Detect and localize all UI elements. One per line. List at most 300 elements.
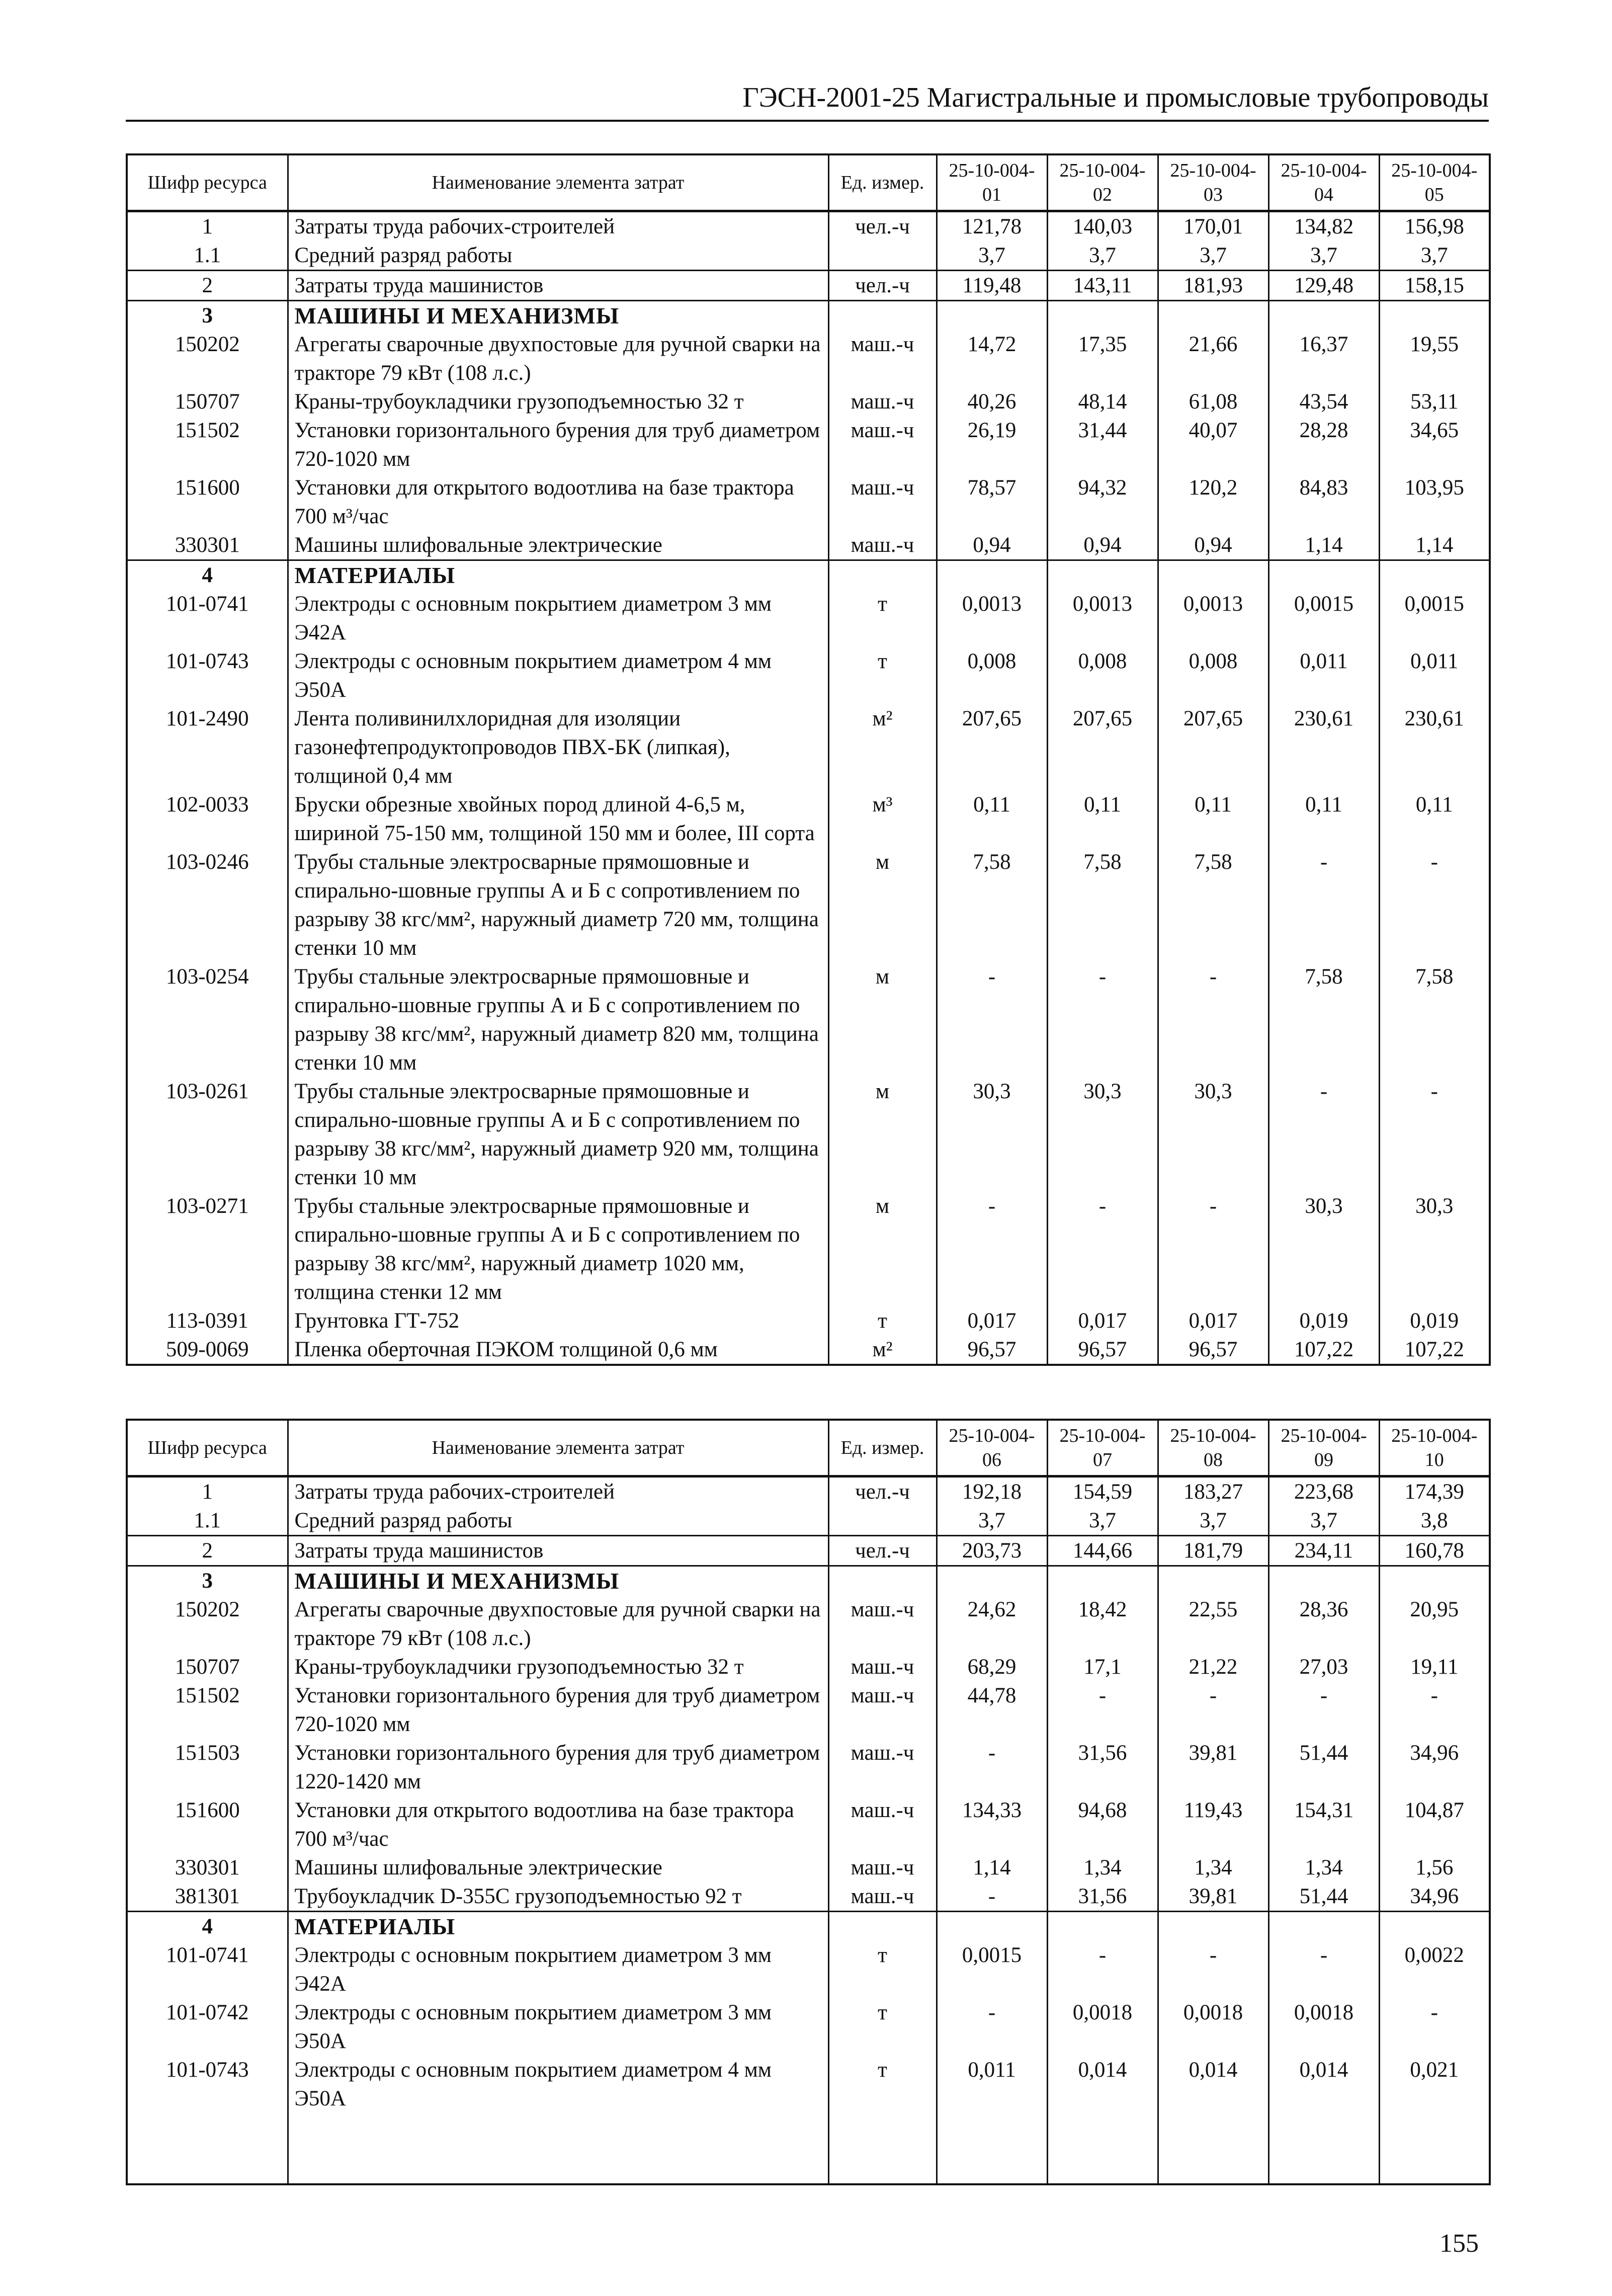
norm-value: - xyxy=(1268,848,1379,962)
norm-value: - xyxy=(1379,1077,1490,1192)
resource-name: Установки горизонтального бурения для труб диаметром 1220-1420 мм xyxy=(288,1739,828,1796)
resource-unit: м² xyxy=(828,1335,937,1365)
norm-value: 0,0015 xyxy=(937,1941,1047,1998)
empty-cell xyxy=(937,2113,1047,2184)
norm-value: 28,36 xyxy=(1268,1595,1379,1653)
resource-name: МАТЕРИАЛЫ xyxy=(288,1912,828,1941)
empty-cell xyxy=(1047,2113,1158,2184)
resource-row xyxy=(127,531,1490,560)
resource-name: Затраты труда рабочих-строителей xyxy=(288,211,828,241)
norm-value: 14,72 xyxy=(937,330,1047,387)
norm-value: 0,014 xyxy=(1047,2056,1158,2113)
norm-value: 3,7 xyxy=(1268,1506,1379,1536)
norm-value: 0,0013 xyxy=(937,590,1047,647)
resource-code: 103-0261 xyxy=(127,1077,288,1192)
header-code: Шифр ресурса xyxy=(127,154,288,211)
resource-unit: чел.-ч xyxy=(828,271,937,301)
resource-unit: маш.-ч xyxy=(828,1796,937,1853)
resource-row xyxy=(127,241,1490,271)
resource-row xyxy=(127,790,1490,848)
resource-row xyxy=(127,590,1490,647)
resource-row xyxy=(127,330,1490,387)
norm-value: 16,37 xyxy=(1268,330,1379,387)
resource-unit: чел.-ч xyxy=(828,211,937,241)
norm-value: 181,93 xyxy=(1158,271,1268,301)
empty-cell xyxy=(288,2113,828,2184)
norm-value: 0,017 xyxy=(937,1306,1047,1335)
norm-value xyxy=(937,560,1047,590)
header-norm-3: 25-10-004-03 xyxy=(1158,154,1268,211)
resource-unit xyxy=(828,301,937,331)
norm-value: 0,94 xyxy=(1047,531,1158,560)
norm-value: 7,58 xyxy=(1158,848,1268,962)
norm-value: 174,39 xyxy=(1379,1477,1490,1507)
resource-row xyxy=(127,1536,1490,1566)
resource-name: Затраты труда машинистов xyxy=(288,1536,828,1566)
norm-value: 21,22 xyxy=(1158,1653,1268,1681)
norm-value: 30,3 xyxy=(937,1077,1047,1192)
resource-code: 381301 xyxy=(127,1882,288,1912)
norm-value: 96,57 xyxy=(1158,1335,1268,1365)
resource-row xyxy=(127,1077,1490,1192)
resource-row xyxy=(127,1335,1490,1365)
resource-row xyxy=(127,1653,1490,1681)
norm-value: 30,3 xyxy=(1158,1077,1268,1192)
norm-value xyxy=(1268,1912,1379,1941)
resource-name: Установки для открытого водоотлива на базе трактора 700 м³/час xyxy=(288,1796,828,1853)
norm-value: 119,43 xyxy=(1158,1796,1268,1853)
norm-value: 0,11 xyxy=(1047,790,1158,848)
norm-value: - xyxy=(937,1192,1047,1306)
resource-name: Электроды с основным покрытием диаметром 3 мм Э42А xyxy=(288,1941,828,1998)
resource-code: 2 xyxy=(127,271,288,301)
resource-code: 151502 xyxy=(127,416,288,473)
resource-name: Агрегаты сварочные двухпостовые для ручной сварки на тракторе 79 кВт (108 л.с.) xyxy=(288,1595,828,1653)
norm-value: 0,11 xyxy=(1158,790,1268,848)
norm-value: 78,57 xyxy=(937,473,1047,531)
resource-code: 1.1 xyxy=(127,1506,288,1536)
norm-value: 17,35 xyxy=(1047,330,1158,387)
header-norm-5: 25-10-004-10 xyxy=(1379,1420,1490,1477)
norm-value: 30,3 xyxy=(1379,1192,1490,1306)
page-number: 155 xyxy=(1439,2229,1479,2258)
norm-value: 103,95 xyxy=(1379,473,1490,531)
norm-value: 28,28 xyxy=(1268,416,1379,473)
norm-value: 134,82 xyxy=(1268,211,1379,241)
norm-value xyxy=(937,1566,1047,1596)
header-norm-2: 25-10-004-02 xyxy=(1047,154,1158,211)
resource-unit: м xyxy=(828,848,937,962)
norm-value xyxy=(1379,301,1490,331)
norm-value: 234,11 xyxy=(1268,1536,1379,1566)
norm-value: 1,14 xyxy=(1379,531,1490,560)
header-norm-5: 25-10-004-05 xyxy=(1379,154,1490,211)
norm-value: 3,7 xyxy=(1047,241,1158,271)
resource-unit: т xyxy=(828,1998,937,2056)
resource-row xyxy=(127,1998,1490,2056)
resource-code: 101-2490 xyxy=(127,704,288,790)
resource-code: 330301 xyxy=(127,1853,288,1882)
resource-unit: маш.-ч xyxy=(828,1595,937,1653)
norm-value: 22,55 xyxy=(1158,1595,1268,1653)
resource-code: 103-0254 xyxy=(127,962,288,1077)
norm-value: 51,44 xyxy=(1268,1739,1379,1796)
norm-value: 0,0015 xyxy=(1379,590,1490,647)
resource-code: 3 xyxy=(127,1566,288,1596)
resource-unit: маш.-ч xyxy=(828,1739,937,1796)
resource-row xyxy=(127,2056,1490,2113)
norm-value: 7,58 xyxy=(1047,848,1158,962)
resource-name: Установки для открытого водоотлива на базе трактора 700 м³/час xyxy=(288,473,828,531)
norm-value: 230,61 xyxy=(1379,704,1490,790)
norm-value xyxy=(1268,1566,1379,1596)
norm-value xyxy=(937,1912,1047,1941)
resource-name: Грунтовка ГТ-752 xyxy=(288,1306,828,1335)
header-name: Наименование элемента затрат xyxy=(288,154,828,211)
resource-code: 101-0743 xyxy=(127,2056,288,2113)
norm-value: 203,73 xyxy=(937,1536,1047,1566)
resource-name: Затраты труда рабочих-строителей xyxy=(288,1477,828,1507)
norm-value xyxy=(1047,560,1158,590)
norm-value: - xyxy=(1047,1941,1158,1998)
empty-cell xyxy=(127,2113,288,2184)
norm-value: 0,008 xyxy=(937,647,1047,704)
norm-value: 94,68 xyxy=(1047,1796,1158,1853)
resource-row xyxy=(127,1477,1490,1507)
norm-value xyxy=(1268,301,1379,331)
header-norm-1: 25-10-004-06 xyxy=(937,1420,1047,1477)
resource-unit: маш.-ч xyxy=(828,1853,937,1882)
resource-code: 103-0246 xyxy=(127,848,288,962)
norm-value: 17,1 xyxy=(1047,1653,1158,1681)
resource-code: 150707 xyxy=(127,387,288,416)
norm-value: 1,34 xyxy=(1047,1853,1158,1882)
norm-value xyxy=(1047,1566,1158,1596)
resource-row xyxy=(127,1681,1490,1739)
resource-unit: маш.-ч xyxy=(828,1681,937,1739)
resource-unit: маш.-ч xyxy=(828,387,937,416)
norm-value: 24,62 xyxy=(937,1595,1047,1653)
resource-name: Трубы стальные электросварные прямошовные и спирально-шовные группы А и Б с сопротивлением по разрыву 38 кгс/мм², наружный диаметр 820 мм, толщина стенки 10 мм xyxy=(288,962,828,1077)
resource-unit: м xyxy=(828,1192,937,1306)
resource-code: 330301 xyxy=(127,531,288,560)
resource-name: Трубоукладчик D-355C грузоподъемностью 92 т xyxy=(288,1882,828,1912)
resource-row xyxy=(127,1941,1490,1998)
norm-value: 0,0018 xyxy=(1158,1998,1268,2056)
norm-value: 27,03 xyxy=(1268,1653,1379,1681)
norm-value: 96,57 xyxy=(937,1335,1047,1365)
resource-name: Средний разряд работы xyxy=(288,241,828,271)
resource-code: 150202 xyxy=(127,1595,288,1653)
resource-row xyxy=(127,1306,1490,1335)
norm-value: 34,65 xyxy=(1379,416,1490,473)
norm-value xyxy=(1379,1566,1490,1596)
resource-row xyxy=(127,416,1490,473)
norm-value: 0,011 xyxy=(937,2056,1047,2113)
resource-code: 101-0742 xyxy=(127,1998,288,2056)
resource-unit: чел.-ч xyxy=(828,1477,937,1507)
resource-row xyxy=(127,271,1490,301)
norms-table-2 xyxy=(126,1419,1491,2185)
norm-value: - xyxy=(1268,1941,1379,1998)
resource-unit: маш.-ч xyxy=(828,531,937,560)
norm-value: 0,019 xyxy=(1268,1306,1379,1335)
resource-code: 101-0741 xyxy=(127,1941,288,1998)
norm-value: 230,61 xyxy=(1268,704,1379,790)
empty-row xyxy=(127,2113,1490,2184)
norm-value: 0,008 xyxy=(1158,647,1268,704)
norm-value: 0,0018 xyxy=(1268,1998,1379,2056)
norm-value: 120,2 xyxy=(1158,473,1268,531)
norm-value xyxy=(1158,560,1268,590)
norm-value: 1,14 xyxy=(1268,531,1379,560)
norm-value: 94,32 xyxy=(1047,473,1158,531)
resource-unit: чел.-ч xyxy=(828,1536,937,1566)
resource-name: Затраты труда машинистов xyxy=(288,271,828,301)
resource-unit: маш.-ч xyxy=(828,330,937,387)
section-row xyxy=(127,1566,1490,1596)
resource-code: 150707 xyxy=(127,1653,288,1681)
norm-value: 223,68 xyxy=(1268,1477,1379,1507)
header-code: Шифр ресурса xyxy=(127,1420,288,1477)
norm-value: 1,14 xyxy=(937,1853,1047,1882)
resource-name: Бруски обрезные хвойных пород длиной 4-6,5 м, шириной 75-150 мм, толщиной 150 мм и более, III сорта xyxy=(288,790,828,848)
norm-value: 154,59 xyxy=(1047,1477,1158,1507)
resource-unit: т xyxy=(828,1941,937,1998)
norm-value: 1,56 xyxy=(1379,1853,1490,1882)
norm-value: - xyxy=(1158,1941,1268,1998)
norm-value: 140,03 xyxy=(1047,211,1158,241)
resource-code: 4 xyxy=(127,560,288,590)
page-header xyxy=(126,75,1489,122)
norm-value: 18,42 xyxy=(1047,1595,1158,1653)
resource-row xyxy=(127,1739,1490,1796)
norm-value: 39,81 xyxy=(1158,1882,1268,1912)
norm-value: 39,81 xyxy=(1158,1739,1268,1796)
resource-name: Краны-трубоукладчики грузоподъемностью 32 т xyxy=(288,1653,828,1681)
empty-cell xyxy=(1158,2113,1268,2184)
norm-value: 0,0013 xyxy=(1158,590,1268,647)
norm-value: 31,56 xyxy=(1047,1882,1158,1912)
resource-name: Установки горизонтального бурения для труб диаметром 720-1020 мм xyxy=(288,416,828,473)
norm-value: 0,011 xyxy=(1379,647,1490,704)
norm-value: 51,44 xyxy=(1268,1882,1379,1912)
norm-value: 0,0018 xyxy=(1047,1998,1158,2056)
resource-code: 151502 xyxy=(127,1681,288,1739)
norm-value: 121,78 xyxy=(937,211,1047,241)
resource-name: Машины шлифовальные электрические xyxy=(288,1853,828,1882)
norm-value: - xyxy=(937,1739,1047,1796)
norm-value: 3,8 xyxy=(1379,1506,1490,1536)
norm-value: 0,014 xyxy=(1268,2056,1379,2113)
resource-unit: т xyxy=(828,590,937,647)
norm-value: 154,31 xyxy=(1268,1796,1379,1853)
resource-row xyxy=(127,1506,1490,1536)
resource-code: 1 xyxy=(127,211,288,241)
resource-name: Лента поливинилхлоридная для изоляции газонефтепродуктопроводов ПВХ-БК (липкая), толщиной 0,4 мм xyxy=(288,704,828,790)
resource-unit: маш.-ч xyxy=(828,473,937,531)
norm-value: 134,33 xyxy=(937,1796,1047,1853)
norms-table-1 xyxy=(126,153,1491,1366)
resource-name: МАШИНЫ И МЕХАНИЗМЫ xyxy=(288,301,828,331)
norm-value: - xyxy=(1047,1192,1158,1306)
norm-value: 183,27 xyxy=(1158,1477,1268,1507)
resource-unit xyxy=(828,1506,937,1536)
section-row xyxy=(127,301,1490,331)
resource-row xyxy=(127,848,1490,962)
norm-value: 40,26 xyxy=(937,387,1047,416)
norm-value: 3,7 xyxy=(1047,1506,1158,1536)
table-header-row xyxy=(127,1420,1490,1477)
norm-value: 192,18 xyxy=(937,1477,1047,1507)
resource-row xyxy=(127,473,1490,531)
resource-name: Средний разряд работы xyxy=(288,1506,828,1536)
norm-value: 0,0022 xyxy=(1379,1941,1490,1998)
resource-code: 1 xyxy=(127,1477,288,1507)
norm-value: 3,7 xyxy=(937,241,1047,271)
section-row xyxy=(127,1912,1490,1941)
norm-value: 0,94 xyxy=(937,531,1047,560)
norm-value: 7,58 xyxy=(1268,962,1379,1077)
norm-value: 0,017 xyxy=(1047,1306,1158,1335)
section-row xyxy=(127,560,1490,590)
resource-name: Электроды с основным покрытием диаметром 4 мм Э50А xyxy=(288,2056,828,2113)
resource-row xyxy=(127,1595,1490,1653)
norm-value: 181,79 xyxy=(1158,1536,1268,1566)
empty-cell xyxy=(1268,2113,1379,2184)
header-unit: Ед. измер. xyxy=(828,154,937,211)
norm-value: 0,94 xyxy=(1158,531,1268,560)
resource-name: МАТЕРИАЛЫ xyxy=(288,560,828,590)
norm-value: 7,58 xyxy=(937,848,1047,962)
resource-row xyxy=(127,211,1490,241)
norm-value: 119,48 xyxy=(937,271,1047,301)
norm-value: 104,87 xyxy=(1379,1796,1490,1853)
resource-unit: м xyxy=(828,1077,937,1192)
resource-name: Машины шлифовальные электрические xyxy=(288,531,828,560)
norm-value: - xyxy=(1379,848,1490,962)
norm-value: 0,019 xyxy=(1379,1306,1490,1335)
resource-code: 151600 xyxy=(127,1796,288,1853)
norm-value: - xyxy=(937,1998,1047,2056)
norm-value xyxy=(1268,560,1379,590)
norm-value: 30,3 xyxy=(1047,1077,1158,1192)
norm-value: 143,11 xyxy=(1047,271,1158,301)
norm-value: - xyxy=(1268,1077,1379,1192)
resource-name: Пленка оберточная ПЭКОМ толщиной 0,6 мм xyxy=(288,1335,828,1365)
norm-value: - xyxy=(937,1882,1047,1912)
resource-name: МАШИНЫ И МЕХАНИЗМЫ xyxy=(288,1566,828,1596)
resource-name: Агрегаты сварочные двухпостовые для ручной сварки на тракторе 79 кВт (108 л.с.) xyxy=(288,330,828,387)
norm-value: 0,017 xyxy=(1158,1306,1268,1335)
resource-code: 3 xyxy=(127,301,288,331)
norm-value: 129,48 xyxy=(1268,271,1379,301)
resource-unit: т xyxy=(828,2056,937,2113)
norm-value: - xyxy=(1158,1681,1268,1739)
resource-code: 151503 xyxy=(127,1739,288,1796)
norm-value: 158,15 xyxy=(1379,271,1490,301)
table-header-row xyxy=(127,154,1490,211)
norm-value: 21,66 xyxy=(1158,330,1268,387)
norm-value: 96,57 xyxy=(1047,1335,1158,1365)
resource-code: 103-0271 xyxy=(127,1192,288,1306)
norm-value: 40,07 xyxy=(1158,416,1268,473)
norm-value: 107,22 xyxy=(1268,1335,1379,1365)
norm-value: 144,66 xyxy=(1047,1536,1158,1566)
resource-name: Трубы стальные электросварные прямошовные и спирально-шовные группы А и Б с сопротивлением по разрыву 38 кгс/мм², наружный диаметр 1020 мм, толщина стенки 12 мм xyxy=(288,1192,828,1306)
resource-unit: м² xyxy=(828,704,937,790)
resource-row xyxy=(127,1192,1490,1306)
norm-value: 84,83 xyxy=(1268,473,1379,531)
resource-unit: т xyxy=(828,1306,937,1335)
resource-code: 101-0743 xyxy=(127,647,288,704)
resource-row xyxy=(127,387,1490,416)
resource-code: 102-0033 xyxy=(127,790,288,848)
norm-value: 3,7 xyxy=(1268,241,1379,271)
norm-value xyxy=(1158,1566,1268,1596)
norm-value xyxy=(937,301,1047,331)
norm-value xyxy=(1158,301,1268,331)
norm-value: 0,0015 xyxy=(1268,590,1379,647)
resource-name: Электроды с основным покрытием диаметром 3 мм Э50А xyxy=(288,1998,828,2056)
header-norm-4: 25-10-004-09 xyxy=(1268,1420,1379,1477)
resource-unit: маш.-ч xyxy=(828,1882,937,1912)
norm-value: 156,98 xyxy=(1379,211,1490,241)
resource-name: Электроды с основным покрытием диаметром 4 мм Э50А xyxy=(288,647,828,704)
norm-value: 3,7 xyxy=(1379,241,1490,271)
resource-name: Краны-трубоукладчики грузоподъемностью 32 т xyxy=(288,387,828,416)
norm-value: 0,11 xyxy=(1379,790,1490,848)
norm-value: 107,22 xyxy=(1379,1335,1490,1365)
norm-value: 43,54 xyxy=(1268,387,1379,416)
resource-name: Установки горизонтального бурения для труб диаметром 720-1020 мм xyxy=(288,1681,828,1739)
header-norm-1: 25-10-004-01 xyxy=(937,154,1047,211)
resource-unit: м³ xyxy=(828,790,937,848)
norm-value: - xyxy=(1158,962,1268,1077)
norm-value: 0,11 xyxy=(937,790,1047,848)
norm-value xyxy=(1047,1912,1158,1941)
norm-value: 30,3 xyxy=(1268,1192,1379,1306)
resource-code: 113-0391 xyxy=(127,1306,288,1335)
header-norm-2: 25-10-004-07 xyxy=(1047,1420,1158,1477)
header-norm-4: 25-10-004-04 xyxy=(1268,154,1379,211)
norm-value xyxy=(1379,560,1490,590)
norm-value: 61,08 xyxy=(1158,387,1268,416)
resource-row xyxy=(127,1853,1490,1882)
resource-code: 150202 xyxy=(127,330,288,387)
document-title: ГЭСН-2001-25 Магистральные и промысловые трубопроводы xyxy=(742,82,1489,113)
norm-value: 44,78 xyxy=(937,1681,1047,1739)
norm-value: 31,56 xyxy=(1047,1739,1158,1796)
norm-value: 19,55 xyxy=(1379,330,1490,387)
norm-value: - xyxy=(937,962,1047,1077)
empty-cell xyxy=(1379,2113,1490,2184)
norm-value: 68,29 xyxy=(937,1653,1047,1681)
norm-value: - xyxy=(1379,1998,1490,2056)
resource-unit xyxy=(828,1912,937,1941)
resource-name: Электроды с основным покрытием диаметром 3 мм Э42А xyxy=(288,590,828,647)
resource-unit: маш.-ч xyxy=(828,1653,937,1681)
resource-name: Трубы стальные электросварные прямошовные и спирально-шовные группы А и Б с сопротивлением по разрыву 38 кгс/мм², наружный диаметр 920 мм, толщина стенки 10 мм xyxy=(288,1077,828,1192)
resource-unit: маш.-ч xyxy=(828,416,937,473)
resource-row xyxy=(127,1796,1490,1853)
norm-value: 34,96 xyxy=(1379,1739,1490,1796)
norm-value: 207,65 xyxy=(1158,704,1268,790)
norm-value: 0,008 xyxy=(1047,647,1158,704)
norm-value: 207,65 xyxy=(937,704,1047,790)
resource-unit: т xyxy=(828,647,937,704)
resource-unit xyxy=(828,1566,937,1596)
